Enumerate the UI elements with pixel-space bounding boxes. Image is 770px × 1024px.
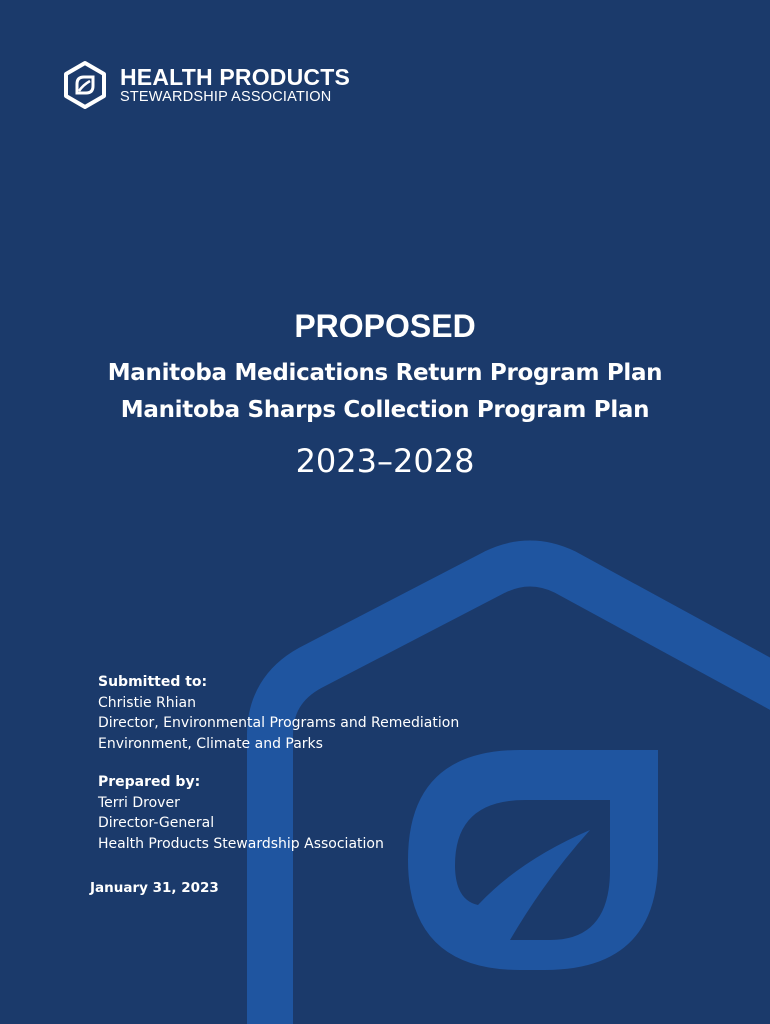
submitted-to-label: Submitted to: [98,674,208,690]
submitted-to-name: Christie Rhian [98,694,196,711]
prepared-by-position: Director-General [98,815,215,831]
prepared-by-organization: Health Products Stewardship Association [98,835,384,852]
logo-name-line2: STEWARDSHIP ASSOCIATION [120,89,332,105]
document-date: January 31, 2023 [90,880,219,896]
status-heading: PROPOSED [294,308,476,344]
plan-title-medications: Manitoba Medications Return Program Plan [107,360,663,386]
submitted-to-department: Environment, Climate and Parks [98,735,323,752]
plan-title-sharps: Manitoba Sharps Collection Program Plan [120,397,650,423]
title-block [0,305,770,483]
prepared-by-label: Prepared by: [98,774,201,790]
section-spacer [98,754,459,772]
submitted-to-position: Director, Environmental Programs and Remediation [98,715,460,731]
prepared-by-name: Terri Drover [98,794,180,811]
hpsa-logo [62,60,350,110]
plan-years: 2023–2028 [295,442,475,480]
leaf-hexagon-icon [62,60,108,110]
submission-info [98,672,459,854]
logo-name-line1: HEALTH PRODUCTS [120,64,351,90]
